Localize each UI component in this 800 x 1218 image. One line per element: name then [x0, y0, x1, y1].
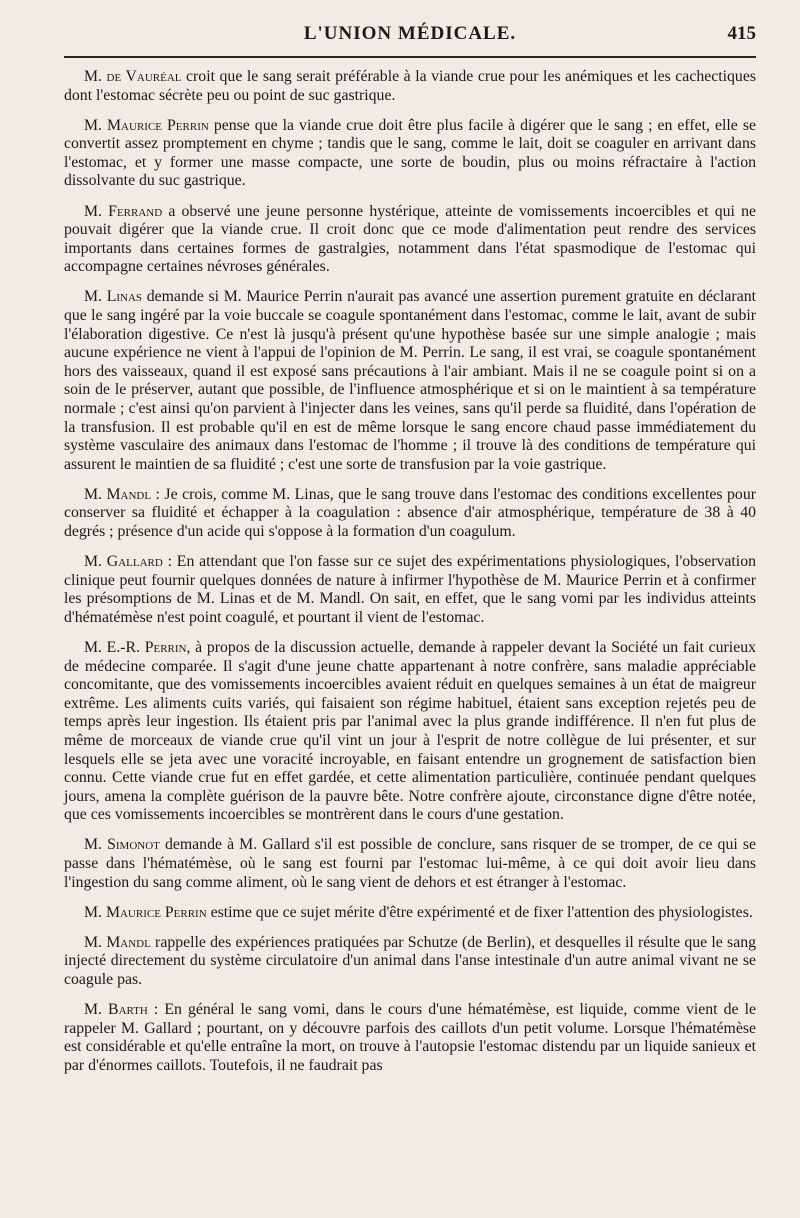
paragraph-text: estime que ce sujet mérite d'être expérimenté et de fixer l'attention des physiologistes.	[206, 903, 753, 921]
paragraph	[64, 639, 756, 825]
speaker-name: M. Gallard	[84, 553, 163, 571]
paragraph	[64, 117, 756, 191]
header-rule	[64, 56, 756, 58]
paragraph	[64, 836, 756, 892]
speaker-name: M. Ferrand	[84, 202, 163, 220]
speaker-name: M. Simonot	[84, 836, 160, 854]
journal-title: L'UNION MÉDICALE.	[303, 23, 517, 44]
paragraph-text: demande à M. Gallard s'il est possible de conclure, sans risquer de se tromper, de ce qui se passe dans l'hématémèse, où le sang est fourni par l'estomac lui-même, à ce qui doit avoir lieu dans l'ingestion du sang comme aliment, où le sang vient de dehors et est étranger à l'estomac.	[64, 836, 756, 891]
paragraph-text: pense que la viande crue doit être plus facile à digérer que le sang ; en effet, elle se convertit assez promptement en chyme ; tandis que le sang, comme le lait, doit se coaguler en arrivant dans l'estomac, et y former une masse compacte, une sorte de boudin, plus ou moins réfractaire à l'action dissolvante du suc gastrique.	[64, 116, 756, 190]
paragraph-text: croit que le sang serait préférable à la viande crue pour les anémiques et les cachectiques dont l'estomac sécrète peu ou point de suc gastrique.	[64, 68, 756, 104]
speaker-name: M. E.-R. Perrin	[84, 639, 187, 657]
paragraph	[64, 553, 756, 627]
paragraph-text: : En attendant que l'on fasse sur ce sujet des expérimentations physiologiques, l'observation clinique peut fournir quelques données de nature à infirmer l'hypothèse de M. Maurice Perrin et à confirmer les présomptions de M. Linas et de M. Mandl. On sait, en effet, que le sang vomi par les individus atteints d'hématémèse n'est point coagulé, et pourtant il vient de l'estomac.	[64, 553, 756, 626]
speaker-name: M. Linas	[84, 288, 143, 306]
paragraph-text: : En général le sang vomi, dans le cours d'une hématémèse, est liquide, comme vient de le rappeler M. Gallard ; pourtant, on y découvre parfois des caillots d'un petit volume. Lorsque l'hématémèse est considérable et qu'elle entraîne la mort, on trouve à l'autopsie l'estomac distendu par un liquide sanieux et par d'énormes caillots. Toutefois, il ne faudrait pas	[64, 1001, 756, 1074]
speaker-name: M. Maurice Perrin	[84, 903, 207, 921]
paragraph-text: : Je crois, comme M. Linas, que le sang trouve dans l'estomac des conditions excellentes pour conserver sa fluidité et échapper à la coagulation : absence d'air atmosphérique, température de 38 à 40 degrés ; présence d'un acide qui s'oppose à la formation d'un coagulum.	[64, 485, 756, 541]
paragraph-text: a observé une jeune personne hystérique, atteinte de vomissements incoercibles et qui ne pouvait digérer que la viande crue. Il croit donc que ce mode d'alimentation peut rendre des services importants dans certaines formes de gastralgies, notamment dans l'état spasmodique de l'estomac qui accompagne certaines névroses générales.	[64, 202, 756, 276]
paragraph	[64, 1001, 756, 1075]
paragraph	[64, 288, 756, 474]
paragraph	[64, 486, 756, 542]
page-number: 415	[727, 23, 756, 44]
body-text	[64, 68, 756, 1087]
speaker-name: M. de Vauréal	[84, 68, 182, 85]
paragraph	[64, 934, 756, 990]
paragraph	[64, 203, 756, 277]
paragraph-text: , à propos de la discussion actuelle, demande à rappeler devant la Société un fait curieux de médecine comparée. Il s'agit d'une jeune chatte appartenant à notre confrère, sans maladie appréciable concomitante, que des vomissements incoercibles avaient réduit en quelques semaines à un état de maigreur extrême. Les aliments cuits variés, qui faisaient son régime habituel, étaient sans exception rejetés peu de temps après leur ingestion. Ils étaient pris par l'animal avec la plus grande indifférence. Il n'en fut plus de même de morceaux de viande crue qu'il vint un jour à l'esprit de notre collègue de lui présenter, et sur lesquels elle se jeta avec une voracité incroyable, en faisant entendre un grognement de satisfaction bien connu. Cette viande crue fut en effet gardée, et cette alimentation particulière, continuée pendant quelques jours, amena la complète guérison de la pauvre bête. Notre confrère ajoute, circonstance digne d'être notée, que ces vomissements incoercibles se montrèrent dans le cours d'une gestation.	[64, 639, 756, 824]
speaker-name: M. Barth	[84, 1001, 148, 1019]
paragraph	[64, 904, 756, 923]
paragraph-text: rappelle des expériences pratiquées par Schutze (de Berlin), et desquelles il résulte que le sang injecté directement du système circulatoire d'un animal dans l'anse intestinale d'un autre animal vivant ne se coagule pas.	[64, 933, 756, 989]
speaker-name: M. Mandl	[84, 485, 152, 503]
paragraph	[64, 68, 756, 105]
speaker-name: M. Maurice Perrin	[84, 116, 209, 134]
speaker-name: M. Mandl	[84, 933, 151, 951]
paragraph-text: demande si M. Maurice Perrin n'aurait pas avancé une assertion purement gratuite en déclarant que le sang ingéré par la voie buccale se coagule spontanément dans l'estomac, comme le lait, avant de subir l'élaboration digestive. Ce n'est là jusqu'à présent qu'une hypothèse basée sur une simple analogie ; mais aucune expérience ne vient à l'appui de l'opinion de M. Perrin. Le sang, il est vrai, se coagule spontanément hors des vaisseaux, quand il est exposé sans précautions à l'air ambiant. Mais il ne se coagule point si on a soin de le préserver, autant que possible, de l'influence atmosphérique et si on le maintient à sa température normale ; c'est ainsi qu'on parvient à l'injecter dans les veines, sans qu'il perde sa fluidité, dans l'opération de la transfusion. Il est probable qu'il en est de même lorsque le sang encore chaud passe immédiatement du système vasculaire des animaux dans l'estomac de l'homme ; il trouve là des conditions de température qui assurent le maintien de sa fluidité ; c'est une sorte de transfusion par la voie gastrique.	[64, 288, 756, 473]
running-header	[64, 20, 756, 48]
